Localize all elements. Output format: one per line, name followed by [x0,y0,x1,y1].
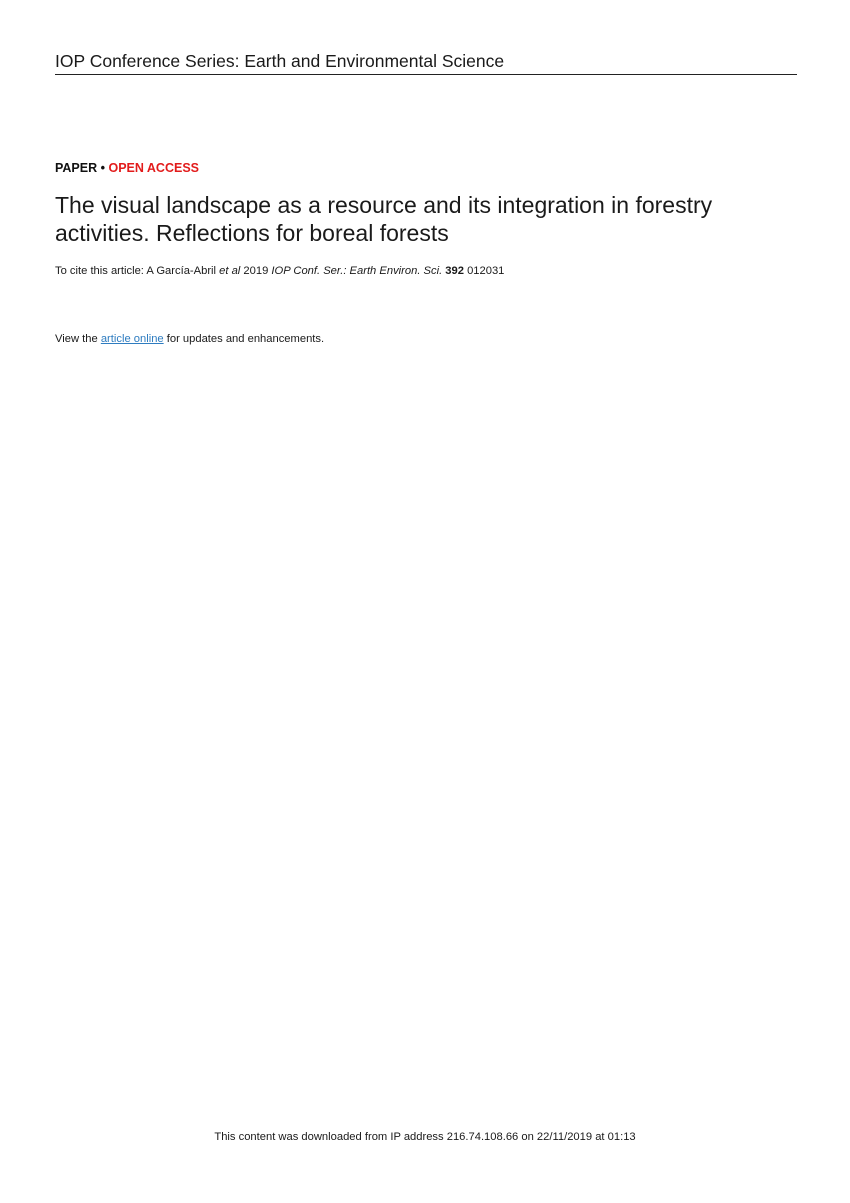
citation-article-number: 012031 [463,265,505,277]
citation-line [55,264,504,278]
view-online-suffix: for updates and enhancements. [163,333,325,345]
article-online-link[interactable]: article online [100,333,164,345]
article-title: The visual landscape as a resource and its integration in forestry activities. Reflections for boreal forests [55,192,713,246]
type-separator: • [97,161,109,175]
journal-header [55,50,797,75]
download-notice: This content was downloaded from IP address 216.74.108.66 on 22/11/2019 at 01:13 [214,1131,636,1143]
citation-et-al: et al [219,265,241,277]
article-type-line [55,160,199,176]
citation-prefix: To cite this article: A García-Abril [55,265,220,277]
journal-name: IOP Conference Series: Earth and Environmental Science [55,51,505,71]
citation-year: 2019 [240,265,272,277]
citation-journal: IOP Conf. Ser.: Earth Environ. Sci. [271,265,443,277]
view-online-line [55,332,324,346]
citation-volume: 392 [445,265,464,277]
view-online-prefix: View the [55,333,101,345]
open-access-label: OPEN ACCESS [108,161,199,175]
paper-label: PAPER [55,161,98,175]
